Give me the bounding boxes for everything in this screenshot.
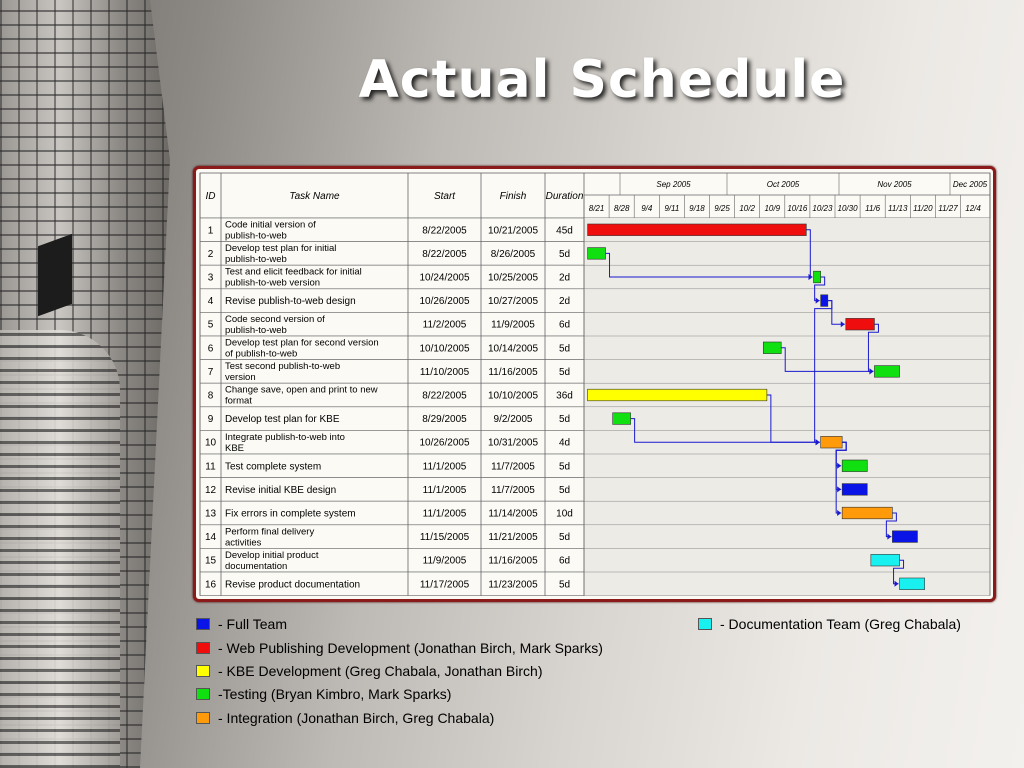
- cell-finish: 9/2/2005: [493, 414, 533, 426]
- gantt-bar: [821, 295, 828, 307]
- month-label: Oct 2005: [766, 180, 800, 189]
- week-tick-label: 10/2: [739, 204, 755, 213]
- legend-swatch-full: [196, 618, 210, 630]
- legend-label-testing: -Testing (Bryan Kimbro, Mark Sparks): [218, 686, 452, 702]
- week-tick-label: 9/11: [664, 204, 680, 213]
- cell-task-name: Perform final delivery activities: [225, 526, 315, 549]
- legend-label-integration: - Integration (Jonathan Birch, Greg Chabala): [218, 710, 495, 726]
- background-building-lower: [0, 330, 120, 768]
- cell-duration: 2d: [558, 296, 571, 308]
- cell-start: 11/2/2005: [422, 319, 467, 331]
- cell-task-name: Test and elicit feedback for initial publish-to-web version: [225, 266, 362, 289]
- background-window: [38, 234, 72, 316]
- gantt-svg: [196, 169, 993, 599]
- cell-id: 12: [204, 484, 217, 496]
- gantt-bar: [871, 554, 900, 566]
- cell-start: 8/22/2005: [422, 248, 467, 260]
- cell-task-name: Develop initial product documentation: [225, 549, 319, 572]
- cell-task-name: Develop test plan for KBE: [225, 414, 340, 426]
- cell-id: 5: [207, 319, 214, 331]
- cell-id: 8: [207, 390, 214, 402]
- legend-swatch-documentation: [698, 618, 712, 630]
- week-tick-label: 11/20: [913, 204, 933, 213]
- cell-duration: 2d: [558, 272, 571, 284]
- cell-duration: 5d: [558, 366, 571, 378]
- gantt-bar: [842, 507, 892, 519]
- header-start: Start: [433, 191, 456, 202]
- cell-id: 14: [204, 532, 217, 544]
- cell-start: 8/22/2005: [422, 225, 467, 237]
- cell-id: 16: [204, 579, 217, 591]
- gantt-bar: [763, 342, 781, 354]
- header-task-name: Task Name: [289, 191, 340, 202]
- cell-start: 11/1/2005: [422, 508, 467, 520]
- cell-id: 3: [207, 272, 214, 284]
- cell-start: 11/10/2005: [419, 366, 470, 378]
- cell-id: 2: [207, 248, 214, 260]
- month-label: Dec 2005: [952, 180, 988, 189]
- legend-item-integration: [196, 710, 494, 726]
- cell-finish: 10/14/2005: [487, 343, 539, 355]
- gantt-bar: [613, 413, 631, 425]
- cell-id: 9: [207, 414, 214, 426]
- cell-duration: 36d: [556, 390, 573, 402]
- cell-task-name: Change save, open and print to new format: [225, 384, 378, 407]
- header-id: ID: [205, 191, 216, 202]
- gantt-bar: [892, 531, 917, 543]
- slide-title: Actual Schedule: [358, 50, 846, 110]
- cell-start: 11/17/2005: [419, 579, 470, 591]
- month-label: Sep 2005: [656, 180, 691, 189]
- cell-finish: 11/16/2005: [488, 366, 538, 378]
- week-tick-label: 12/4: [965, 204, 981, 213]
- cell-start: 11/15/2005: [419, 532, 470, 544]
- cell-finish: 11/9/2005: [491, 319, 535, 331]
- week-tick-label: 9/4: [641, 204, 653, 213]
- gantt-chart: [193, 166, 996, 602]
- cell-id: 4: [207, 296, 214, 308]
- gantt-bar: [588, 248, 606, 260]
- week-tick-label: 10/23: [812, 204, 833, 213]
- cell-duration: 6d: [558, 555, 571, 567]
- cell-task-name: Revise publish-to-web design: [225, 296, 356, 308]
- header-duration: Duration: [545, 191, 584, 202]
- legend-swatch-web: [196, 642, 210, 654]
- cell-duration: 5d: [558, 532, 571, 544]
- cell-id: 11: [205, 461, 216, 473]
- cell-duration: 6d: [558, 319, 571, 331]
- cell-task-name: Test second publish-to-web version: [225, 361, 341, 384]
- gantt-bar: [842, 460, 867, 472]
- cell-id: 13: [204, 508, 217, 520]
- cell-id: 6: [207, 343, 214, 355]
- cell-task-name: Code initial version of publish-to-web: [225, 219, 316, 242]
- legend-swatch-integration: [196, 712, 210, 724]
- gantt-bar: [821, 436, 843, 448]
- week-tick-label: 11/6: [865, 204, 881, 213]
- legend-item-documentation: [698, 616, 961, 632]
- cell-finish: 11/7/2005: [491, 484, 535, 496]
- legend-item-testing: [196, 686, 451, 702]
- cell-start: 11/9/2005: [422, 555, 467, 567]
- week-tick-label: 10/9: [764, 204, 781, 213]
- gantt-bar: [588, 224, 807, 236]
- legend-item-kbe: [196, 663, 543, 679]
- cell-task-name: Develop test plan for initial publish-to-web: [225, 243, 337, 266]
- legend-swatch-kbe: [196, 665, 210, 677]
- gantt-bar: [874, 366, 899, 378]
- cell-finish: 10/27/2005: [487, 296, 539, 308]
- cell-task-name: Integrate publish-to-web into KBE: [225, 431, 345, 454]
- week-tick-label: 11/27: [938, 204, 958, 213]
- cell-id: 10: [204, 437, 217, 449]
- cell-finish: 11/21/2005: [488, 532, 538, 544]
- week-tick-label: 11/13: [888, 204, 908, 213]
- gantt-bar: [900, 578, 925, 590]
- gantt-bar: [842, 484, 867, 496]
- cell-finish: 11/23/2005: [488, 579, 538, 591]
- legend-label-kbe: - KBE Development (Greg Chabala, Jonathan Birch): [218, 663, 543, 679]
- cell-id: 15: [204, 555, 217, 567]
- cell-finish: 11/16/2005: [488, 555, 538, 567]
- month-label: Nov 2005: [877, 180, 912, 189]
- cell-id: 1: [207, 225, 214, 237]
- legend-item-web: [196, 640, 603, 656]
- cell-duration: 5d: [558, 484, 571, 496]
- cell-duration: 4d: [558, 437, 571, 449]
- cell-task-name: Revise initial KBE design: [225, 484, 337, 496]
- week-tick-label: 9/25: [714, 204, 730, 213]
- week-tick-label: 8/21: [588, 204, 605, 213]
- cell-task-name: Code second version of publish-to-web: [225, 313, 325, 336]
- legend-label-web: - Web Publishing Development (Jonathan Birch, Mark Sparks): [218, 640, 603, 656]
- cell-task-name: Test complete system: [225, 461, 322, 473]
- cell-task-name: Develop test plan for second version of publish-to-web: [225, 337, 379, 360]
- cell-id: 7: [207, 366, 214, 378]
- legend-item-full: [196, 616, 287, 632]
- week-tick-label: 10/30: [837, 204, 858, 213]
- cell-finish: 10/25/2005: [487, 272, 539, 284]
- cell-duration: 45d: [556, 225, 573, 237]
- cell-finish: 11/14/2005: [488, 508, 538, 520]
- cell-start: 8/22/2005: [422, 390, 467, 402]
- cell-duration: 5d: [558, 248, 571, 260]
- cell-finish: 10/10/2005: [487, 390, 539, 402]
- cell-duration: 5d: [558, 579, 571, 591]
- cell-finish: 10/21/2005: [487, 225, 539, 237]
- cell-task-name: Fix errors in complete system: [225, 508, 356, 520]
- cell-finish: 10/31/2005: [487, 437, 539, 449]
- gantt-bar: [846, 318, 875, 330]
- cell-start: 11/1/2005: [422, 461, 467, 473]
- cell-start: 10/10/2005: [419, 343, 470, 355]
- cell-duration: 10d: [556, 508, 573, 520]
- header-finish: Finish: [499, 191, 527, 202]
- cell-duration: 5d: [558, 461, 571, 473]
- cell-duration: 5d: [558, 343, 571, 355]
- legend-label-full: - Full Team: [218, 616, 287, 632]
- cell-start: 10/26/2005: [419, 437, 470, 449]
- cell-start: 10/24/2005: [419, 272, 470, 284]
- cell-duration: 5d: [558, 414, 571, 426]
- cell-finish: 11/7/2005: [491, 461, 535, 473]
- legend-swatch-testing: [196, 688, 210, 700]
- week-tick-label: 8/28: [613, 204, 630, 213]
- gantt-bar: [813, 271, 820, 283]
- gantt-bar: [588, 389, 767, 401]
- cell-start: 11/1/2005: [422, 484, 467, 496]
- cell-task-name: Revise product documentation: [225, 579, 361, 591]
- cell-start: 8/29/2005: [422, 414, 467, 426]
- week-tick-label: 10/16: [787, 204, 808, 213]
- cell-start: 10/26/2005: [419, 296, 470, 308]
- legend-label-documentation: - Documentation Team (Greg Chabala): [720, 616, 961, 632]
- week-tick-label: 9/18: [689, 204, 705, 213]
- cell-finish: 8/26/2005: [490, 248, 536, 260]
